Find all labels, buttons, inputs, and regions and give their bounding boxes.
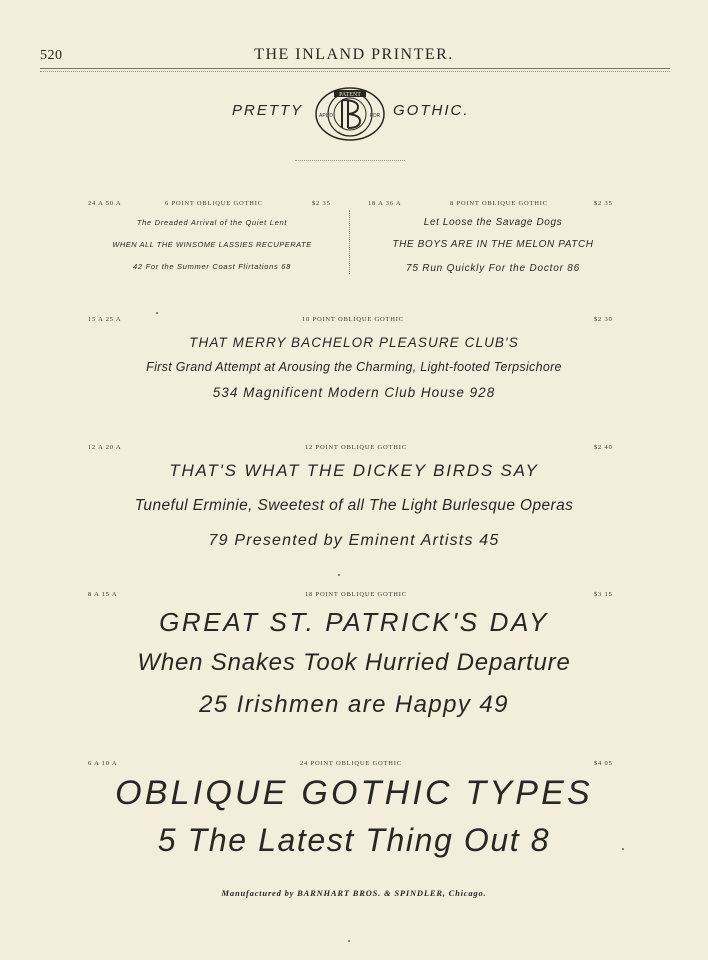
header-rule xyxy=(40,68,670,69)
spec-24pt-count: 6 A 10 A xyxy=(88,760,118,767)
spec-8pt-line-3: 75 Run Quickly For the Doctor 86 xyxy=(406,263,580,274)
spec-24pt-label: 24 POINT OBLIQUE GOTHIC xyxy=(300,760,402,767)
spec-24pt-line-1: OBLIQUE GOTHIC TYPES xyxy=(115,774,593,812)
spec-6pt-count: 24 A 50 A xyxy=(88,200,122,207)
spec-18pt-count: 8 A 15 A xyxy=(88,591,118,598)
spec-6pt-line-3: 42 For the Summer Coast Flirtations 68 xyxy=(133,262,291,271)
spec-12pt-line-2: Tuneful Erminie, Sweetest of all The Light Burlesque Operas xyxy=(134,497,574,514)
spec-18pt-line-2: When Snakes Took Hurried Departure xyxy=(137,649,571,676)
spec-8pt-count: 18 A 36 A xyxy=(368,200,402,207)
spec-24pt-price: $4 05 xyxy=(594,760,613,767)
spec-8pt-line-1: Let Loose the Savage Dogs xyxy=(423,217,563,228)
spec-10pt-line-1: THAT MERRY BACHELOR PLEASURE CLUB'S xyxy=(189,335,519,350)
paper-speck xyxy=(338,574,340,576)
spec-6pt-line-2: WHEN ALL THE WINSOME LASSIES RECUPERATE xyxy=(112,240,312,249)
spec-12pt-price: $2 40 xyxy=(594,444,613,451)
spec-8pt-price: $2 35 xyxy=(594,200,613,207)
spec-10pt-line-3: 534 Magnificent Modern Club House 928 xyxy=(212,385,496,400)
paper-speck xyxy=(348,940,350,942)
spec-12pt-line-1: THAT'S WHAT THE DICKEY BIRDS SAY xyxy=(169,461,539,480)
logo-right-text: FOR xyxy=(369,113,381,119)
banner-rule xyxy=(295,160,405,161)
banner-left-text: PRETTY xyxy=(232,102,304,119)
banner-right-text: GOTHIC. xyxy=(393,102,470,119)
spec-10pt-line-2: First Grand Attempt at Arousing the Charming, Light-footed Terpsichore xyxy=(146,360,562,374)
paper-speck xyxy=(622,848,624,850)
spec-6pt-price: $2 35 xyxy=(312,200,331,207)
logo-left-text: APL'D xyxy=(318,113,334,119)
spec-10pt-price: $2 30 xyxy=(594,316,613,323)
spec-8pt-line-2: THE BOYS ARE IN THE MELON PATCH xyxy=(392,239,594,250)
header-rule-secondary xyxy=(40,71,670,72)
spec-12pt-label: 12 POINT OBLIQUE GOTHIC xyxy=(305,444,407,451)
spec-12pt-count: 12 A 20 A xyxy=(88,444,122,451)
foundry-logo xyxy=(312,84,388,144)
spec-12pt-line-3: 79 Presented by Eminent Artists 45 xyxy=(208,532,500,549)
spec-18pt-label: 18 POINT OBLIQUE GOTHIC xyxy=(305,591,407,598)
journal-title: THE INLAND PRINTER. xyxy=(254,46,454,63)
spec-18pt-line-3: 25 Irishmen are Happy 49 xyxy=(199,691,509,718)
spec-6pt-label: 6 POINT OBLIQUE GOTHIC xyxy=(165,200,263,207)
spec-18pt-price: $3 15 xyxy=(594,591,613,598)
spec-10pt-count: 15 A 25 A xyxy=(88,316,122,323)
spec-10pt-label: 10 POINT OBLIQUE GOTHIC xyxy=(302,316,404,323)
paper-speck xyxy=(156,312,158,314)
spec-8pt-label: 8 POINT OBLIQUE GOTHIC xyxy=(450,200,548,207)
spec-24pt-line-2: 5 The Latest Thing Out 8 xyxy=(157,822,551,858)
spec-6pt-line-1: The Dreaded Arrival of the Quiet Lent xyxy=(136,218,288,227)
logo-top-text: PATENT xyxy=(339,92,361,98)
column-divider xyxy=(349,210,350,274)
manufacturer-credit: Manufactured by BARNHART BROS. & SPINDLER, Chicago. xyxy=(221,888,487,898)
spec-18pt-line-1: GREAT ST. PATRICK'S DAY xyxy=(159,607,549,637)
page-number: 520 xyxy=(40,48,63,63)
